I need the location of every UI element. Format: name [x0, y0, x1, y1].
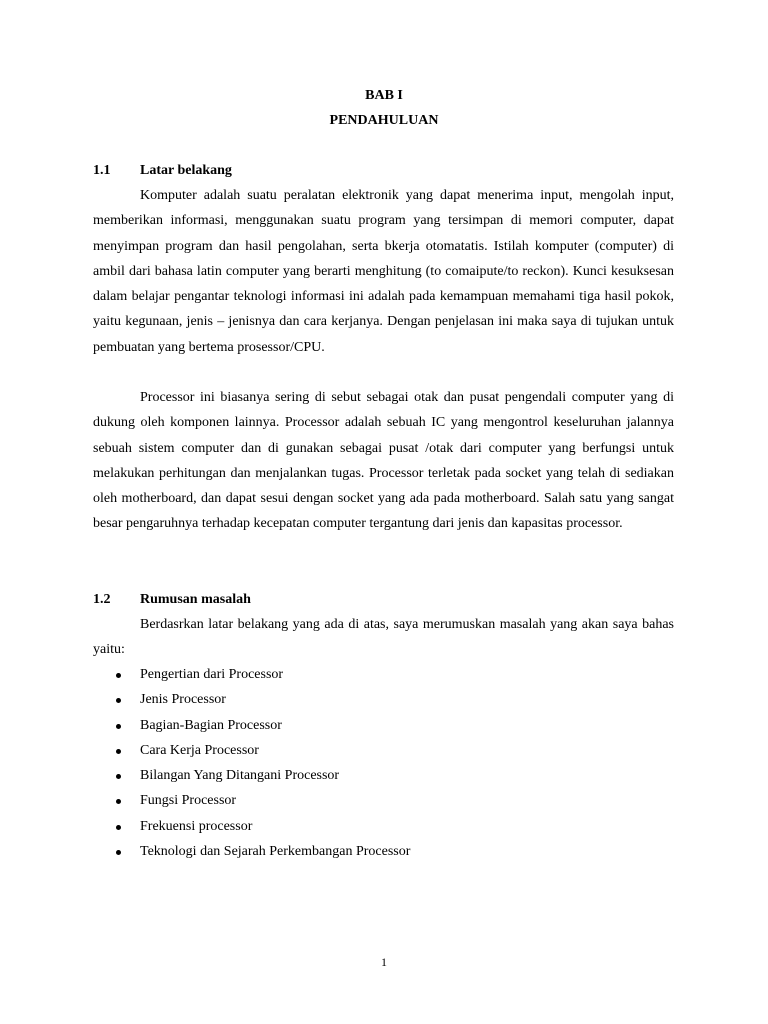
paragraph-rumusan: Berdasrkan latar belakang yang ada di atas, saya merumuskan masalah yang akan saya bahas yaitu: [93, 617, 674, 658]
section-number: 1.1 [93, 163, 111, 178]
bullet-icon [116, 799, 121, 804]
paragraph-komputer: Komputer adalah suatu peralatan elektronik yang dapat menerima input, mengolah input, memberikan informasi, menggunakan suatu program yang tersimpan di memori computer, dapat menyimpan program dan hasil pengolahan, serta bkerja otomatatis. Istilah komputer (computer) di ambil dari bahasa latin computer yang berarti menghitung (to comaipute/to reckon). Kunci kesuksesan dalam belajar pengantar teknologi informasi ini adalah pada kemampuan memahami tiga hasil pokok, yaitu kegunaan, jenis – jenisnya dan cara kerjanya. Dengan penjelasan ini maka saya di tujukan untuk pembuatan yang bertema prosessor/CPU. [93, 188, 674, 355]
section-title: Latar belakang [140, 163, 232, 178]
list-item-text: Pengertian dari Processor [140, 667, 284, 682]
list-item [93, 814, 674, 839]
section-heading-rumusan-masalah [93, 590, 251, 610]
list-item-text: Fungsi Processor [140, 793, 237, 809]
list-item [93, 763, 674, 788]
bullet-icon [116, 850, 121, 855]
problem-list [93, 662, 674, 864]
bullet-icon [116, 749, 121, 754]
list-item-text: Bilangan Yang Ditangani Processor [140, 768, 340, 784]
list-item [93, 662, 674, 687]
bullet-icon [116, 774, 121, 779]
section-title: Rumusan masalah [140, 592, 251, 607]
bullet-icon [116, 673, 121, 678]
list-item-text: Bagian-Bagian Processor [140, 717, 282, 733]
bullet-icon [116, 825, 121, 830]
paragraph-processor: Processor ini biasanya sering di sebut sebagai otak dan pusat pengendali computer yang di dukung oleh komponen lainnya. Processor adalah sebuah IC yang mengontrol keseluruhan jalannya sebuah sistem computer dan di gunakan sebagai pusat /otak dari computer yang berfungsi untuk melakukan perhitungan dan menjalankan tugas. Processor terletak pada socket yang telah di sediakan oleh motherboard, dan dapat sesui dengan socket yang ada pada motherboard. Salah satu yang sangat besar pengaruhnya terhadap kecepatan computer tergantung dari jenis dan kapasitas processor. [93, 390, 674, 532]
section-heading-latar-belakang [93, 161, 232, 181]
list-item-text: Teknologi dan Sejarah Perkembangan Processor [140, 844, 411, 860]
chapter-title: PENDAHULUAN [329, 113, 439, 128]
list-item [93, 713, 674, 738]
bullet-icon [116, 698, 121, 703]
list-item [93, 687, 674, 712]
list-item [93, 839, 674, 864]
section-number: 1.2 [93, 592, 111, 607]
list-item-text: Jenis Processor [140, 692, 226, 708]
list-item [93, 738, 674, 763]
list-item-text: Frekuensi processor [140, 818, 253, 834]
chapter-label: BAB I [365, 88, 403, 103]
bullet-icon [116, 724, 121, 729]
list-item-text: Cara Kerja Processor [140, 742, 259, 758]
list-item [93, 788, 674, 813]
page-number: 1 [381, 955, 387, 969]
